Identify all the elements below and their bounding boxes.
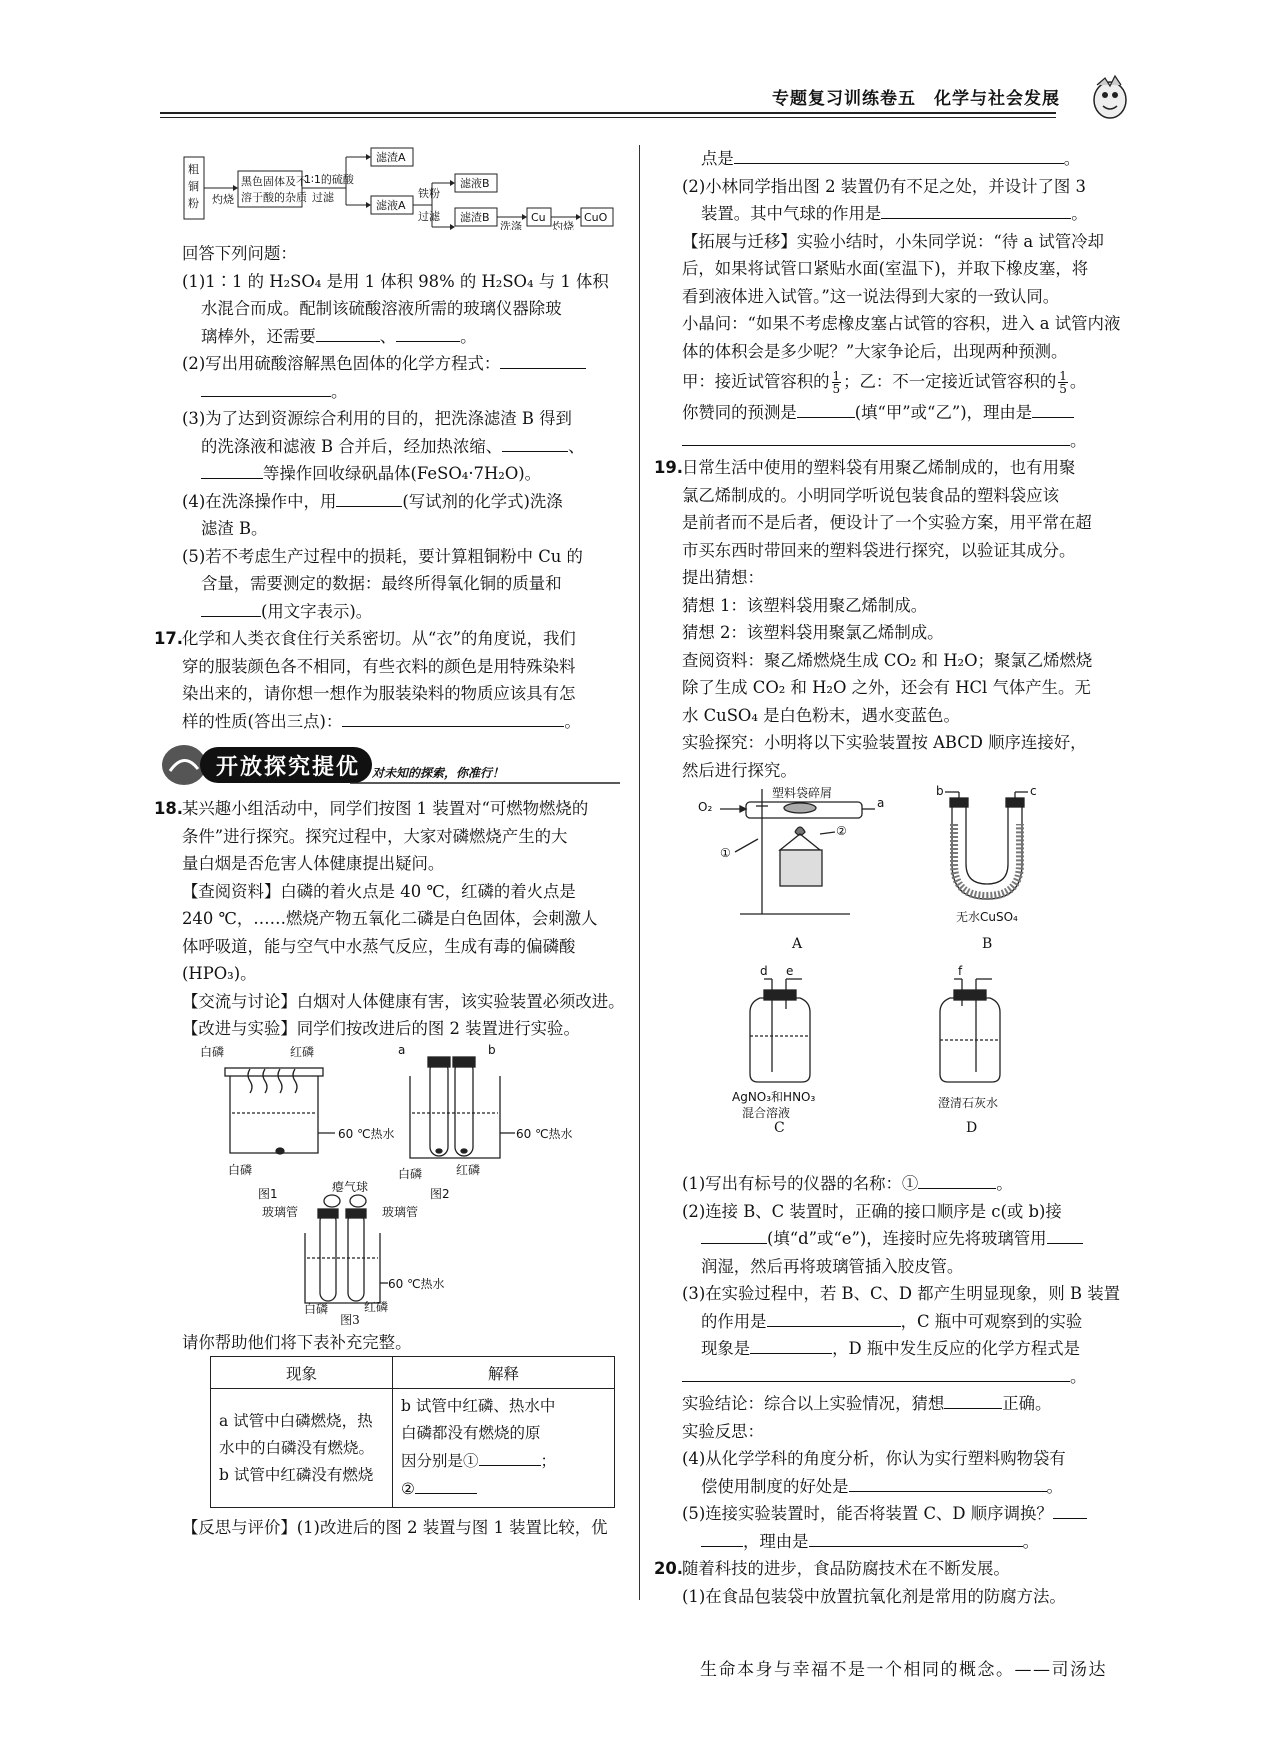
q19-number: 19. [654, 458, 684, 477]
q19-line4: 市买东西时带回来的塑料袋进行探究，以验证其成分。 [682, 540, 1076, 560]
fig1-whitep-bottom: 白磷 [228, 1162, 253, 1177]
answer-blank[interactable] [809, 1528, 1023, 1547]
figD-label: D [966, 1120, 978, 1136]
figB-b-label: b [936, 784, 944, 798]
fig1-whitep-label: 白磷 [200, 1044, 225, 1059]
q18-line3: 量白烟是否危害人体健康提出疑问。 [182, 854, 445, 873]
svg-text:粉: 粉 [188, 197, 199, 210]
header-rule [160, 112, 1056, 114]
q18-line9: 【改进与实验】同学们按改进后的图 2 装置进行实验。 [182, 1019, 580, 1038]
fig3-whitep-label: 白磷 [304, 1301, 329, 1316]
right-column [654, 145, 1121, 1610]
q18-number: 18. [154, 799, 184, 818]
figA-circle1: ① [720, 846, 731, 860]
q18-line4: 【查阅资料】白磷的着火点是 40 ℃，红磷的着火点是 [182, 881, 576, 901]
q17-line3: 染出来的，请你想一想作为服装染料的物质应该具有怎 [182, 684, 576, 703]
q19-line2: 氯乙烯制成的。小明同学听说包装食品的塑料袋应该 [682, 485, 1059, 505]
svg-text:铜: 铜 [188, 180, 199, 193]
r1-text: 点是 [701, 149, 734, 168]
r-line7: 小晶问：“如果不考虑橡皮塞占试管的容积，进入 a 试管内液 [682, 314, 1121, 333]
answer-blank[interactable] [750, 1335, 832, 1354]
q16-3-sep: 、 [568, 436, 585, 456]
flow-filter-label: 过滤 [312, 191, 334, 204]
table-cell-phenomenon [211, 1389, 393, 1508]
fig1-redp-label: 红磷 [290, 1044, 315, 1059]
r-line4: 【拓展与迁移】实验小结时，小朱同学说：“待 a 试管冷却 [682, 231, 1104, 251]
q18-line6: 体呼吸道，能与空气中水蒸气反应，生成有毒的偏磷酸 [182, 936, 576, 956]
answer-blank[interactable] [1053, 1500, 1087, 1519]
q19af-end: 。 [1022, 1531, 1039, 1551]
figB-label: B [982, 936, 993, 952]
q16-3-line2 [160, 433, 620, 461]
answer-blank[interactable] [415, 1475, 477, 1494]
r3j-text: (填“甲”或“乙”)，理由是 [854, 403, 1033, 422]
q19-q5-line1 [660, 1500, 1120, 1528]
q19-line11: 实验探究：小明将以下实验装置按 ABCD 顺序连接好， [682, 733, 1087, 752]
figA-plastic-label: 塑料袋碎屑 [772, 786, 833, 800]
fig2-water-label: 60 ℃热水 [516, 1126, 573, 1141]
answer-blank[interactable] [767, 1308, 901, 1327]
r-line6: 看到液体进入试管。”这一说法得到大家的一致认同。 [682, 286, 1060, 306]
banner-title: 开放探究提优 [216, 755, 361, 780]
q16-4-rest: (写试剂的化学式)洗涤 [402, 491, 563, 511]
r-line8: 体的体积会是多少呢？”大家争论后，出现两种预测。 [682, 341, 1068, 361]
q19n-end: 。 [996, 1174, 1013, 1193]
answer-blank[interactable] [336, 488, 402, 507]
q16-5-rest: (用文字表示)。 [261, 601, 373, 621]
q19t-text: ，C 瓶中可观察到的实验 [900, 1311, 1083, 1331]
flow-residueB: 滤渣B [460, 211, 490, 224]
r2-end: 。 [1071, 204, 1088, 223]
q19-reflection: 实验反思： [682, 1421, 764, 1441]
q17-line4 [160, 708, 620, 736]
answer-blank[interactable] [734, 145, 1064, 164]
q16-3-text: 的洗涤液和滤液 B 合并后，经加热浓缩、 [201, 436, 503, 456]
answer-blank[interactable] [849, 1473, 1047, 1492]
q19-line6: 猜想 1：该塑料袋用聚乙烯制成。 [682, 595, 928, 615]
figB-text: 无水CuSO₄ [956, 910, 1018, 924]
q20-line1 [654, 1555, 1120, 1583]
q16-4-line2: 滤渣 B。 [201, 519, 268, 538]
r-line2: (2)小林同学指出图 2 装置仍有不足之处，并设计了图 3 [682, 176, 1086, 196]
fig3-water-label: 60 ℃热水 [388, 1276, 445, 1291]
frac-num-2: 1 [1059, 369, 1067, 383]
q19ae-text: ，理由是 [743, 1531, 809, 1551]
flow-cuo: CuO [584, 211, 608, 224]
q19-text: 日常生活中使用的塑料袋有用聚乙烯制成的，也有用聚 [682, 458, 1076, 477]
answer-blank[interactable] [701, 1528, 743, 1547]
q19u-text: 现象是 [701, 1339, 751, 1358]
fig3-balloon-label: 瘪气球 [332, 1179, 369, 1194]
q19-q2-line3: 润湿，然后再将玻璃管插入胶皮管。 [701, 1256, 964, 1276]
q16-5-line2: 含量，需要测定的数据：最终所得氧化铜的质量和 [201, 574, 562, 593]
q16-1-line2: 水混合而成。配制该硫酸溶液所需的玻璃仪器除玻 [201, 299, 562, 318]
table-cell-explanation [393, 1389, 615, 1508]
q16-4-line1 [160, 488, 620, 516]
column-divider [639, 145, 640, 1600]
figA-label: A [792, 936, 803, 952]
q16-2-line1 [160, 350, 620, 378]
process-flowchart [160, 145, 620, 230]
flow-wash-label: 洗涤 [500, 220, 522, 230]
q17-number: 17. [154, 629, 184, 648]
answer-blank[interactable] [881, 200, 1071, 219]
figA-a-label: a [877, 796, 885, 810]
q16-1-text: 璃棒外，还需要 [201, 326, 316, 346]
q16-5-line3 [160, 598, 620, 626]
q19p-text: (填“d”或“e”)，连接时应先将玻璃管用 [767, 1229, 1047, 1248]
r3h-end: 。 [1069, 372, 1087, 391]
figC-text2: 混合溶液 [742, 1106, 791, 1120]
r-line9 [660, 365, 1120, 399]
figD-text: 澄清石灰水 [938, 1096, 999, 1110]
page-header-title: 专题复习训练卷五 化学与社会发展 [772, 89, 1060, 109]
q17-text4: 样的性质(答出三点)： [182, 711, 343, 731]
flow-filter2-label: 过滤 [418, 210, 440, 223]
section-banner [160, 741, 620, 791]
flow-acid-label: 1∶1的硫酸 [304, 173, 354, 186]
q18-line5: 240 ℃，……燃烧产物五氧化二磷是白色固体，会刺激人 [182, 909, 598, 928]
flow-filtrateB: 滤液B [460, 177, 490, 190]
answer-blank[interactable] [682, 1363, 1070, 1382]
r-line10 [660, 399, 1120, 427]
r-line11 [660, 427, 1120, 455]
q19-q4-line2 [660, 1473, 1120, 1501]
figC-text1: AgNO₃和HNO₃ [732, 1090, 816, 1104]
figC-label: C [774, 1120, 785, 1136]
header-rule-thin [160, 117, 1056, 118]
q18-line8: 【交流与讨论】白烟对人体健康有害，该实验装置必须改进。 [182, 991, 625, 1011]
q17-line2: 穿的服装颜色各不相同，有些衣料的颜色是用特殊染料 [182, 656, 576, 676]
table-c2-line3 [401, 1447, 606, 1475]
frac-den-2: 5 [1059, 382, 1067, 396]
q16-3-rest: 等操作回收绿矾晶体(FeSO₄·7H₂O)。 [263, 464, 542, 483]
answer-blank[interactable] [1047, 1225, 1083, 1244]
q16-1-line3 [160, 323, 620, 351]
fraction-one-fifth-2 [1058, 370, 1068, 395]
table-c2-line4 [401, 1475, 606, 1503]
fig3-label: 图3 [340, 1312, 360, 1327]
q16-4-text: (4)在洗涤操作中，用 [182, 491, 337, 511]
q19-q3-line1: (3)在实验过程中，若 B、C、D 都产生明显现象，则 B 装置 [682, 1284, 1121, 1303]
q19-q4-line1: (4)从化学学科的角度分析，你认为实行塑料购物袋有 [682, 1449, 1066, 1468]
banner-subtitle: 对未知的探索，你准行！ [372, 766, 505, 780]
flow-cu: Cu [531, 211, 546, 224]
r3f-text: 甲：接近试管容积的 [682, 372, 830, 391]
table-c2-line2: 白磷都没有燃烧的原 [401, 1424, 541, 1442]
table-c2-text: 因分别是① [401, 1452, 479, 1470]
table-c2-circle2: ② [401, 1480, 415, 1498]
q19ad-text: (5)连接实验装置时，能否将装置 C、D 顺序调换？ [682, 1504, 1053, 1523]
fig3-glass-label-right: 玻璃管 [382, 1204, 419, 1219]
q16-3-line1: (3)为了达到资源综合利用的目的，把洗涤滤渣 B 得到 [182, 409, 572, 428]
figC-d-label: d [760, 964, 768, 978]
q18-figures [160, 1042, 620, 1316]
q19-q1 [660, 1170, 1120, 1198]
fig1-label: 图1 [258, 1186, 278, 1201]
figA-o2-label: O₂ [698, 800, 713, 814]
q18-line7: (HPO₃)。 [182, 964, 257, 983]
fig1-water-label: 60 ℃热水 [338, 1126, 395, 1141]
flow-burn-label: 灼烧 [552, 220, 574, 230]
fig2-redp-label: 红磷 [456, 1162, 481, 1177]
q19-line8: 查阅资料：聚乙烯燃烧生成 CO₂ 和 H₂O；聚氯乙烯燃烧 [682, 650, 1093, 670]
q19-q5-line2 [660, 1528, 1120, 1556]
q16-2-end: 。 [331, 381, 348, 401]
r3g-text: ；乙：不一定接近试管容积的 [843, 372, 1057, 391]
flow-residueA: 滤渣A [376, 151, 406, 164]
table-c1-line3: b 试管中红磷没有燃烧 [219, 1465, 374, 1484]
answer-blank[interactable] [396, 323, 460, 342]
q16-2-text: (2)写出用硫酸溶解黑色固体的化学方程式： [182, 354, 501, 373]
flow-box1b: 溶于酸的杂质 [241, 191, 307, 204]
answer-blank[interactable] [918, 1170, 996, 1189]
footer-quote: 生命本身与幸福不是一个相同的概念。——司汤达 [700, 1660, 1107, 1680]
q19-line7: 猜想 2：该塑料袋用聚氯乙烯制成。 [682, 623, 944, 642]
q17-line1 [154, 625, 620, 653]
answer-blank[interactable] [944, 1390, 1002, 1409]
intro-text: 回答下列问题： [182, 244, 297, 263]
q16-2-line2 [160, 378, 620, 406]
r-line1 [660, 145, 1120, 173]
q17-end: 。 [564, 711, 581, 731]
flow-iron-label: 铁粉 [418, 187, 440, 200]
r-line5: 后，如果将试管口紧贴水面(室温下)，并取下橡皮塞，将 [682, 259, 1089, 278]
flow-box1a: 黑色固体及不 [241, 175, 307, 188]
answer-blank[interactable] [316, 323, 380, 342]
fig2-a-label: a [398, 1042, 406, 1057]
q18-table-intro: 请你帮助他们将下表补充完整。 [182, 1332, 412, 1352]
answer-blank[interactable] [201, 598, 261, 617]
q19-line3: 是前者而不是后者，便设计了一个实验方案，用平常在超 [682, 513, 1092, 532]
svg-text:粗: 粗 [188, 163, 199, 176]
q20-number: 20. [654, 1559, 684, 1578]
q16-1-end: 。 [460, 326, 477, 346]
r-line3 [660, 200, 1120, 228]
table-header-explanation: 解释 [393, 1357, 615, 1389]
frac-den: 5 [832, 382, 841, 396]
table-c2-line1: b 试管中红磷、热水中 [401, 1397, 556, 1415]
figD-f-label: f [958, 964, 963, 978]
answer-blank[interactable] [479, 1447, 541, 1466]
q19-apparatus [660, 784, 1120, 1170]
fig2-whitep-label: 白磷 [398, 1166, 423, 1181]
q19-line5: 提出猜想： [682, 568, 764, 587]
q16-5-line1: (5)若不考虑生产过程中的损耗，要计算粗铜粉中 Cu 的 [182, 546, 583, 566]
mascot-icon [1085, 70, 1135, 125]
table-c2-sep: ； [540, 1452, 557, 1470]
answer-blank[interactable] [1032, 399, 1074, 418]
q17-text: 化学和人类衣食住行关系密切。从“衣”的角度说，我们 [182, 629, 576, 648]
q19y-text: 正确。 [1002, 1394, 1052, 1413]
figA-circle2: ② [836, 824, 847, 838]
fig2-b-label: b [488, 1042, 496, 1057]
q20-line2: (1)在食品包装袋中放置抗氧化剂是常用的防腐方法。 [682, 1586, 1066, 1606]
answer-blank[interactable] [797, 399, 855, 418]
r3i-text: 你赞同的预测是 [682, 403, 797, 422]
apparatus-abcd [660, 784, 1120, 1170]
q19-line10: 水 CuSO₄ 是白色粉末，遇水变蓝色。 [682, 705, 960, 725]
answer-blank[interactable] [502, 433, 568, 452]
figB-c-label: c [1030, 784, 1037, 798]
answer-blank[interactable] [682, 427, 1070, 446]
q16-1-sep: 、 [379, 326, 397, 346]
q16-1-line1: (1)1∶1 的 H₂SO₄ 是用 1 体积 98% 的 H₂SO₄ 与 1 体积 [182, 271, 609, 291]
q18-line1 [154, 795, 620, 823]
answer-blank[interactable] [342, 708, 564, 727]
flow-step1: 灼烧 [212, 193, 234, 206]
q19m-text: (1)写出有标号的仪器的名称：① [682, 1174, 919, 1193]
q19x-text: 实验结论：综合以上实验情况，猜想 [682, 1394, 945, 1413]
q19-conclusion [660, 1390, 1120, 1418]
left-column [154, 145, 625, 1542]
answer-blank[interactable] [201, 378, 331, 397]
q19-line12: 然后进行探究。 [682, 760, 797, 780]
q19-line9: 除了生成 CO₂ 和 H₂O 之外，还会有 HCl 气体产生。无 [682, 678, 1091, 697]
fig3-redp-label: 红磷 [364, 1299, 389, 1314]
fraction-one-fifth [832, 370, 842, 395]
q18-line2: 条件”进行探究。探究过程中，大家对磷燃烧产生的大 [182, 826, 568, 846]
table-c1-line1: a 试管中白磷燃烧，热 [219, 1411, 373, 1430]
r2-text: 装置。其中气球的作用是 [701, 204, 882, 223]
q18-table [210, 1356, 615, 1508]
q19s-text: 的作用是 [701, 1311, 767, 1331]
answer-blank[interactable] [500, 350, 586, 369]
q19-q3-line3 [660, 1335, 1120, 1363]
q19-line1 [654, 454, 1120, 482]
q19ac-end: 。 [1046, 1476, 1063, 1496]
q19-q3-line4 [660, 1363, 1120, 1391]
flow-filtrateA: 滤液A [376, 199, 406, 212]
figC-e-label: e [786, 964, 794, 978]
frac-num: 1 [832, 369, 841, 383]
r1-end: 。 [1063, 149, 1081, 168]
table-header-phenomenon: 现象 [211, 1357, 393, 1389]
q18-text: 某兴趣小组活动中，同学们按图 1 装置对“可燃物燃烧的 [182, 799, 589, 818]
q20-text: 随着科技的进步，食品防腐技术在不断发展。 [682, 1559, 1010, 1578]
answer-blank[interactable] [201, 460, 263, 479]
q19-q2-line2 [660, 1225, 1120, 1253]
r3k-end: 。 [1070, 430, 1087, 450]
q19-q3-line2 [660, 1308, 1120, 1336]
q19-q2-line1: (2)连接 B、C 装置时，正确的接口顺序是 c(或 b)接 [682, 1201, 1062, 1221]
answer-blank[interactable] [701, 1225, 767, 1244]
q19w-end: 。 [1070, 1366, 1087, 1386]
fig3-glass-label: 玻璃管 [262, 1204, 299, 1219]
fig2-label: 图2 [430, 1186, 450, 1201]
table-c1-line2: 水中的白磷没有燃烧。 [219, 1438, 375, 1457]
q18-reflect-line1: 【反思与评价】(1)改进后的图 2 装置与图 1 装置比较，优 [182, 1518, 608, 1537]
q19ab-text: 偿使用制度的好处是 [701, 1476, 849, 1496]
q19v-text: ，D 瓶中发生反应的化学方程式是 [832, 1339, 1080, 1358]
q16-3-line3 [160, 460, 620, 488]
